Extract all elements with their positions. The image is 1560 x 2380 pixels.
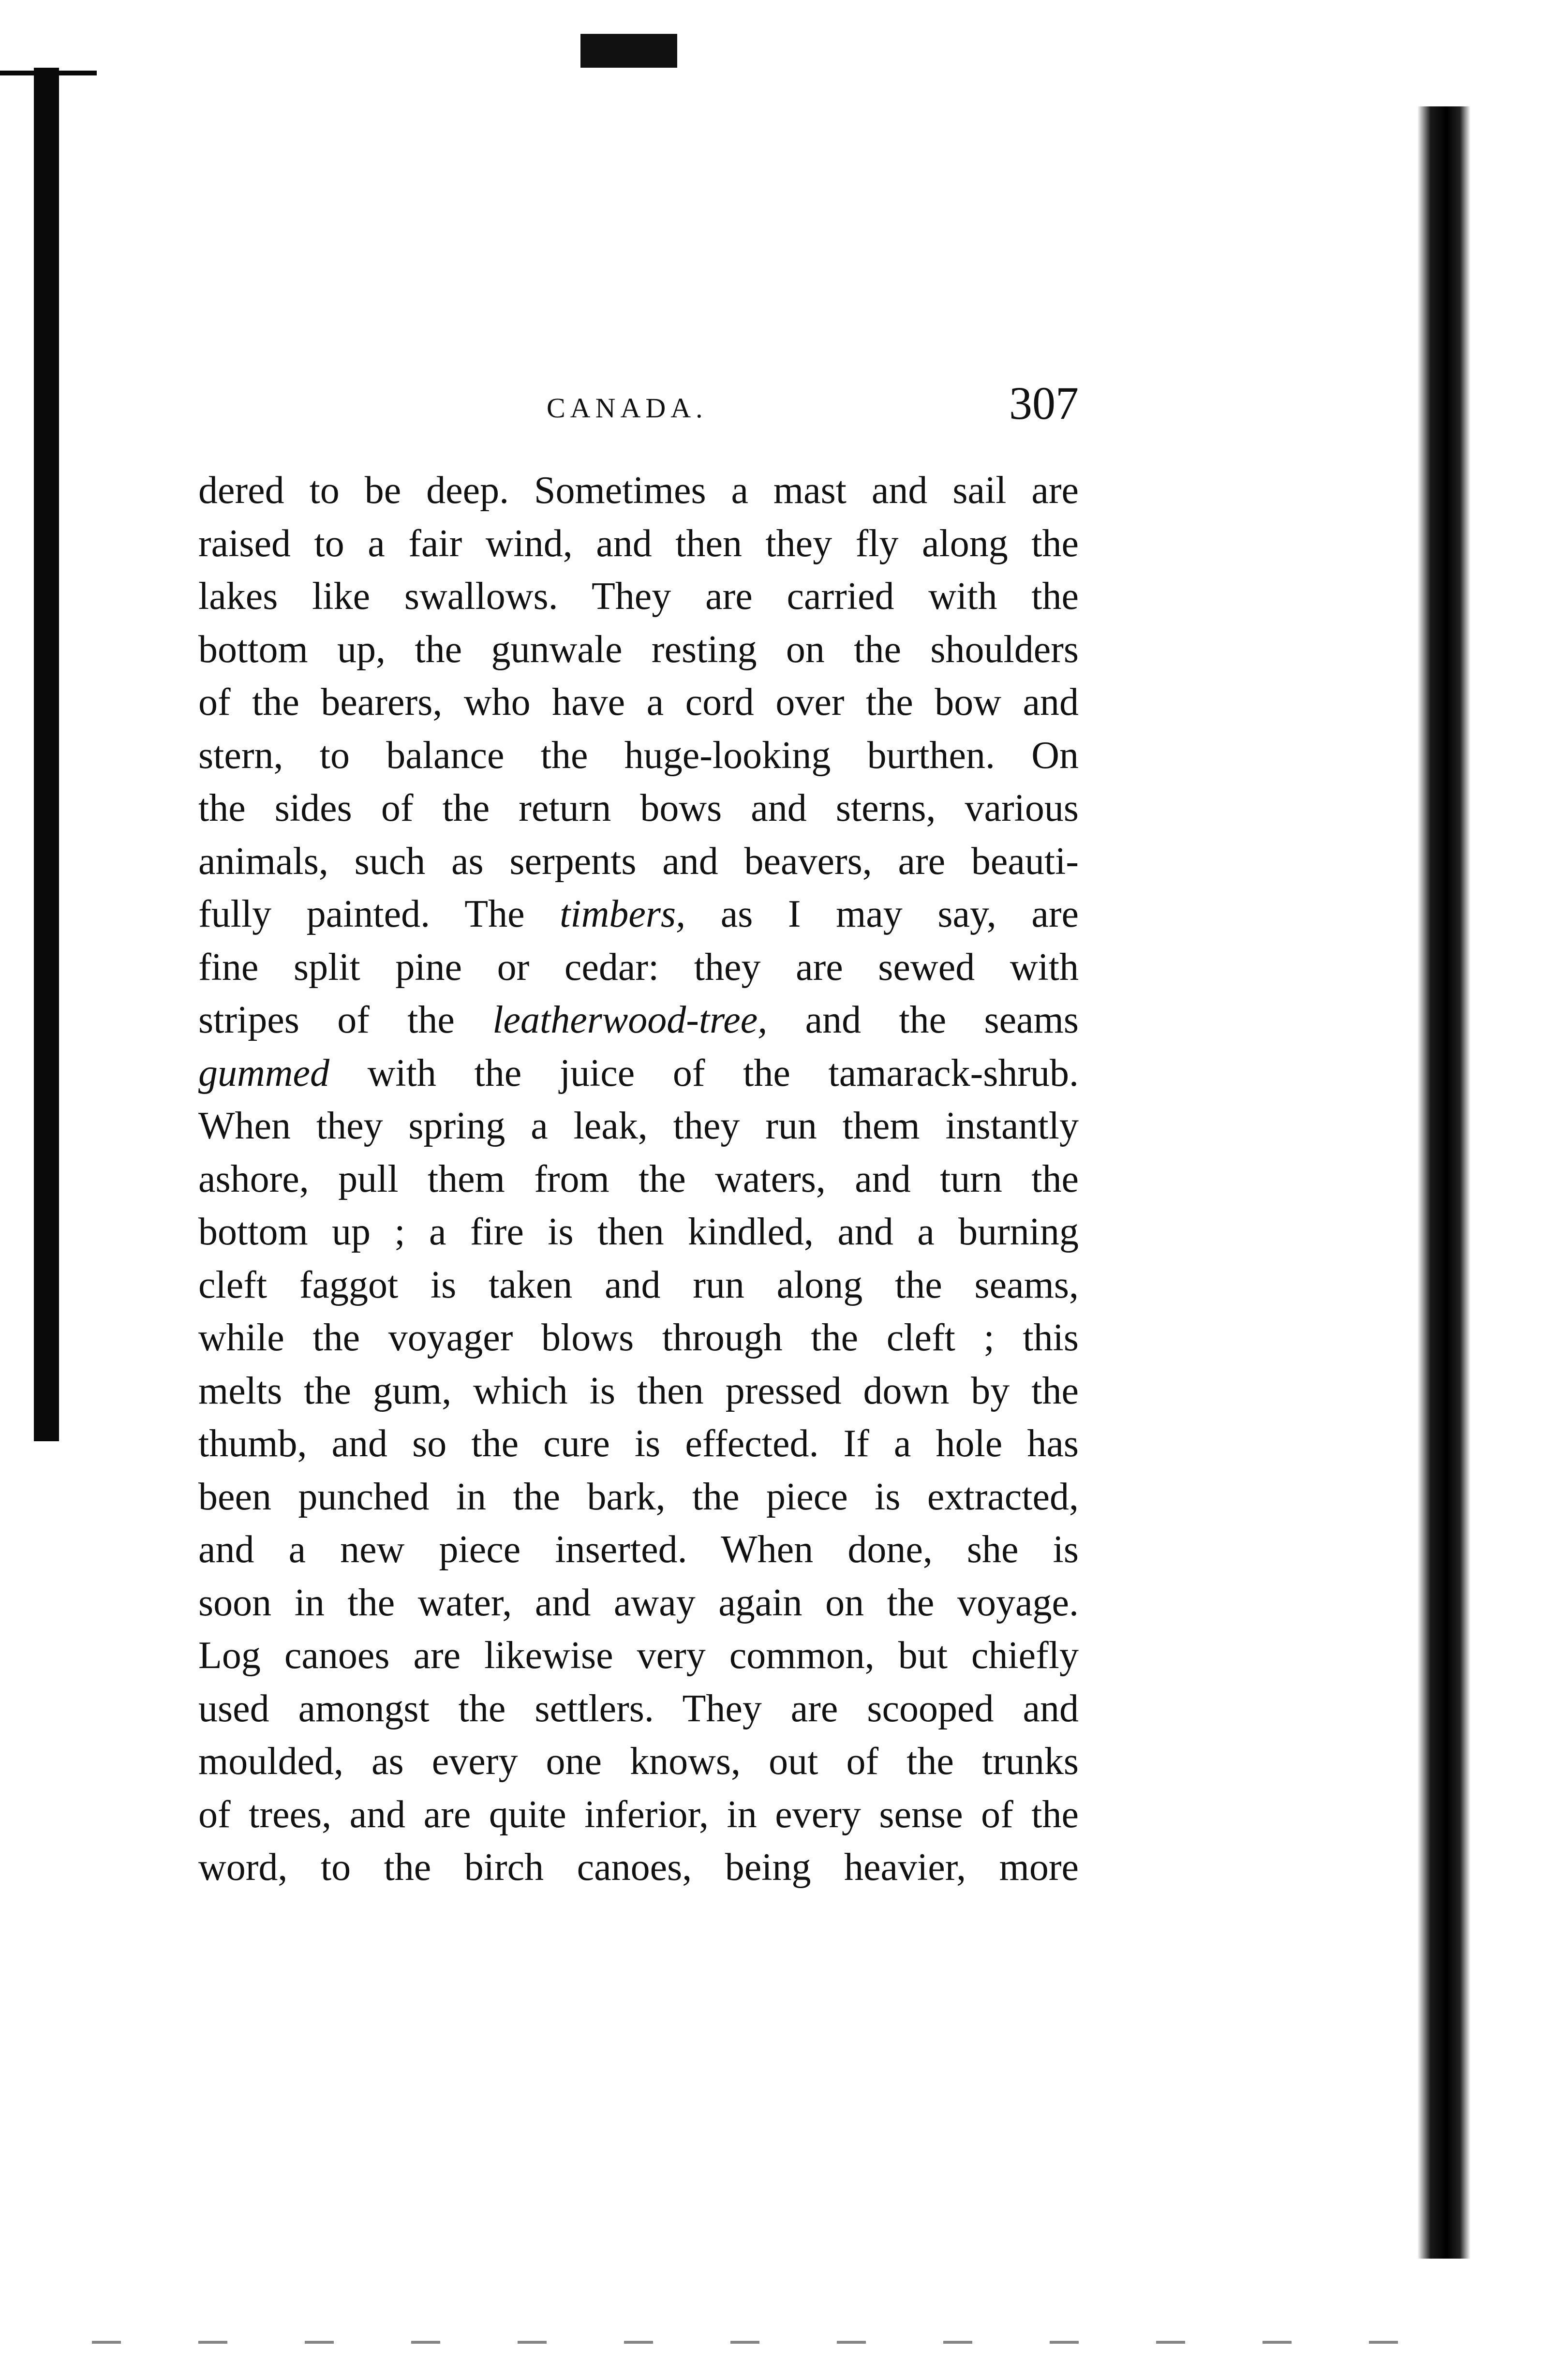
text-line: been punched in the bark, the piece is extracted, xyxy=(198,1475,1079,1518)
text-line: word, to the birch canoes, being heavier, more xyxy=(198,1846,1079,1889)
running-head: CANADA. xyxy=(547,392,708,424)
text-line: moulded, as every one knows, out of the trunks xyxy=(198,1740,1079,1783)
italic-term: gummed xyxy=(198,1051,330,1094)
scan-artifact-mark xyxy=(580,34,677,68)
italic-term: timbers, xyxy=(560,893,686,935)
text-line: stern, to balance the huge-looking burthen. On xyxy=(198,734,1079,777)
text-line: bottom up, the gunwale resting on the shoulders xyxy=(198,628,1079,671)
text-run: stripes of the xyxy=(198,999,455,1041)
page-gutter-shadow xyxy=(1417,106,1471,2259)
italic-term: leatherwood-tree, xyxy=(492,999,768,1041)
text-line: of the bearers, who have a cord over the bow and xyxy=(198,681,1079,724)
text-line: of trees, and are quite inferior, in every sense of the xyxy=(198,1793,1079,1836)
scan-noise xyxy=(92,2341,1398,2344)
text-line xyxy=(198,1047,1079,1100)
text-line: soon in the water, and away again on the voyage. xyxy=(198,1581,1079,1624)
text-line: used amongst the settlers. They are scooped and xyxy=(198,1687,1079,1730)
text-run: and the seams xyxy=(767,999,1079,1041)
text-line xyxy=(198,994,1079,1047)
text-line: Log canoes are likewise very common, but chiefly xyxy=(198,1634,1079,1677)
page-header xyxy=(198,372,1079,435)
text-line: cleft faggot is taken and run along the seams, xyxy=(198,1263,1079,1306)
body-text xyxy=(198,464,1079,1894)
text-line: and a new piece inserted. When done, she is xyxy=(198,1528,1079,1571)
text-line: raised to a fair wind, and then they fly along the xyxy=(198,522,1079,565)
text-line: animals, such as serpents and beavers, are beauti- xyxy=(198,840,1079,883)
text-line: fine split pine or cedar: they are sewed with xyxy=(198,946,1079,989)
text-line xyxy=(198,888,1079,941)
binding-edge-bar xyxy=(34,68,59,1441)
page-number: 307 xyxy=(1009,377,1079,429)
text-run: with the juice of the tamarack-shrub. xyxy=(329,1051,1079,1094)
text-line: ashore, pull them from the waters, and turn the xyxy=(198,1157,1079,1200)
text-line: the sides of the return bows and sterns, various xyxy=(198,787,1079,829)
text-run: as I may say, are xyxy=(685,893,1079,935)
text-line: bottom up ; a fire is then kindled, and a burning xyxy=(198,1211,1079,1253)
text-line: while the voyager blows through the cleft ; this xyxy=(198,1316,1079,1359)
text-line: dered to be deep. Sometimes a mast and sail are xyxy=(198,469,1079,512)
text-line: thumb, and so the cure is effected. If a hole has xyxy=(198,1422,1079,1465)
text-line: When they spring a leak, they run them instantly xyxy=(198,1105,1079,1147)
text-run: fully painted. The xyxy=(198,893,525,935)
text-line: lakes like swallows. They are carried with the xyxy=(198,575,1079,618)
text-line: melts the gum, which is then pressed down by the xyxy=(198,1369,1079,1412)
